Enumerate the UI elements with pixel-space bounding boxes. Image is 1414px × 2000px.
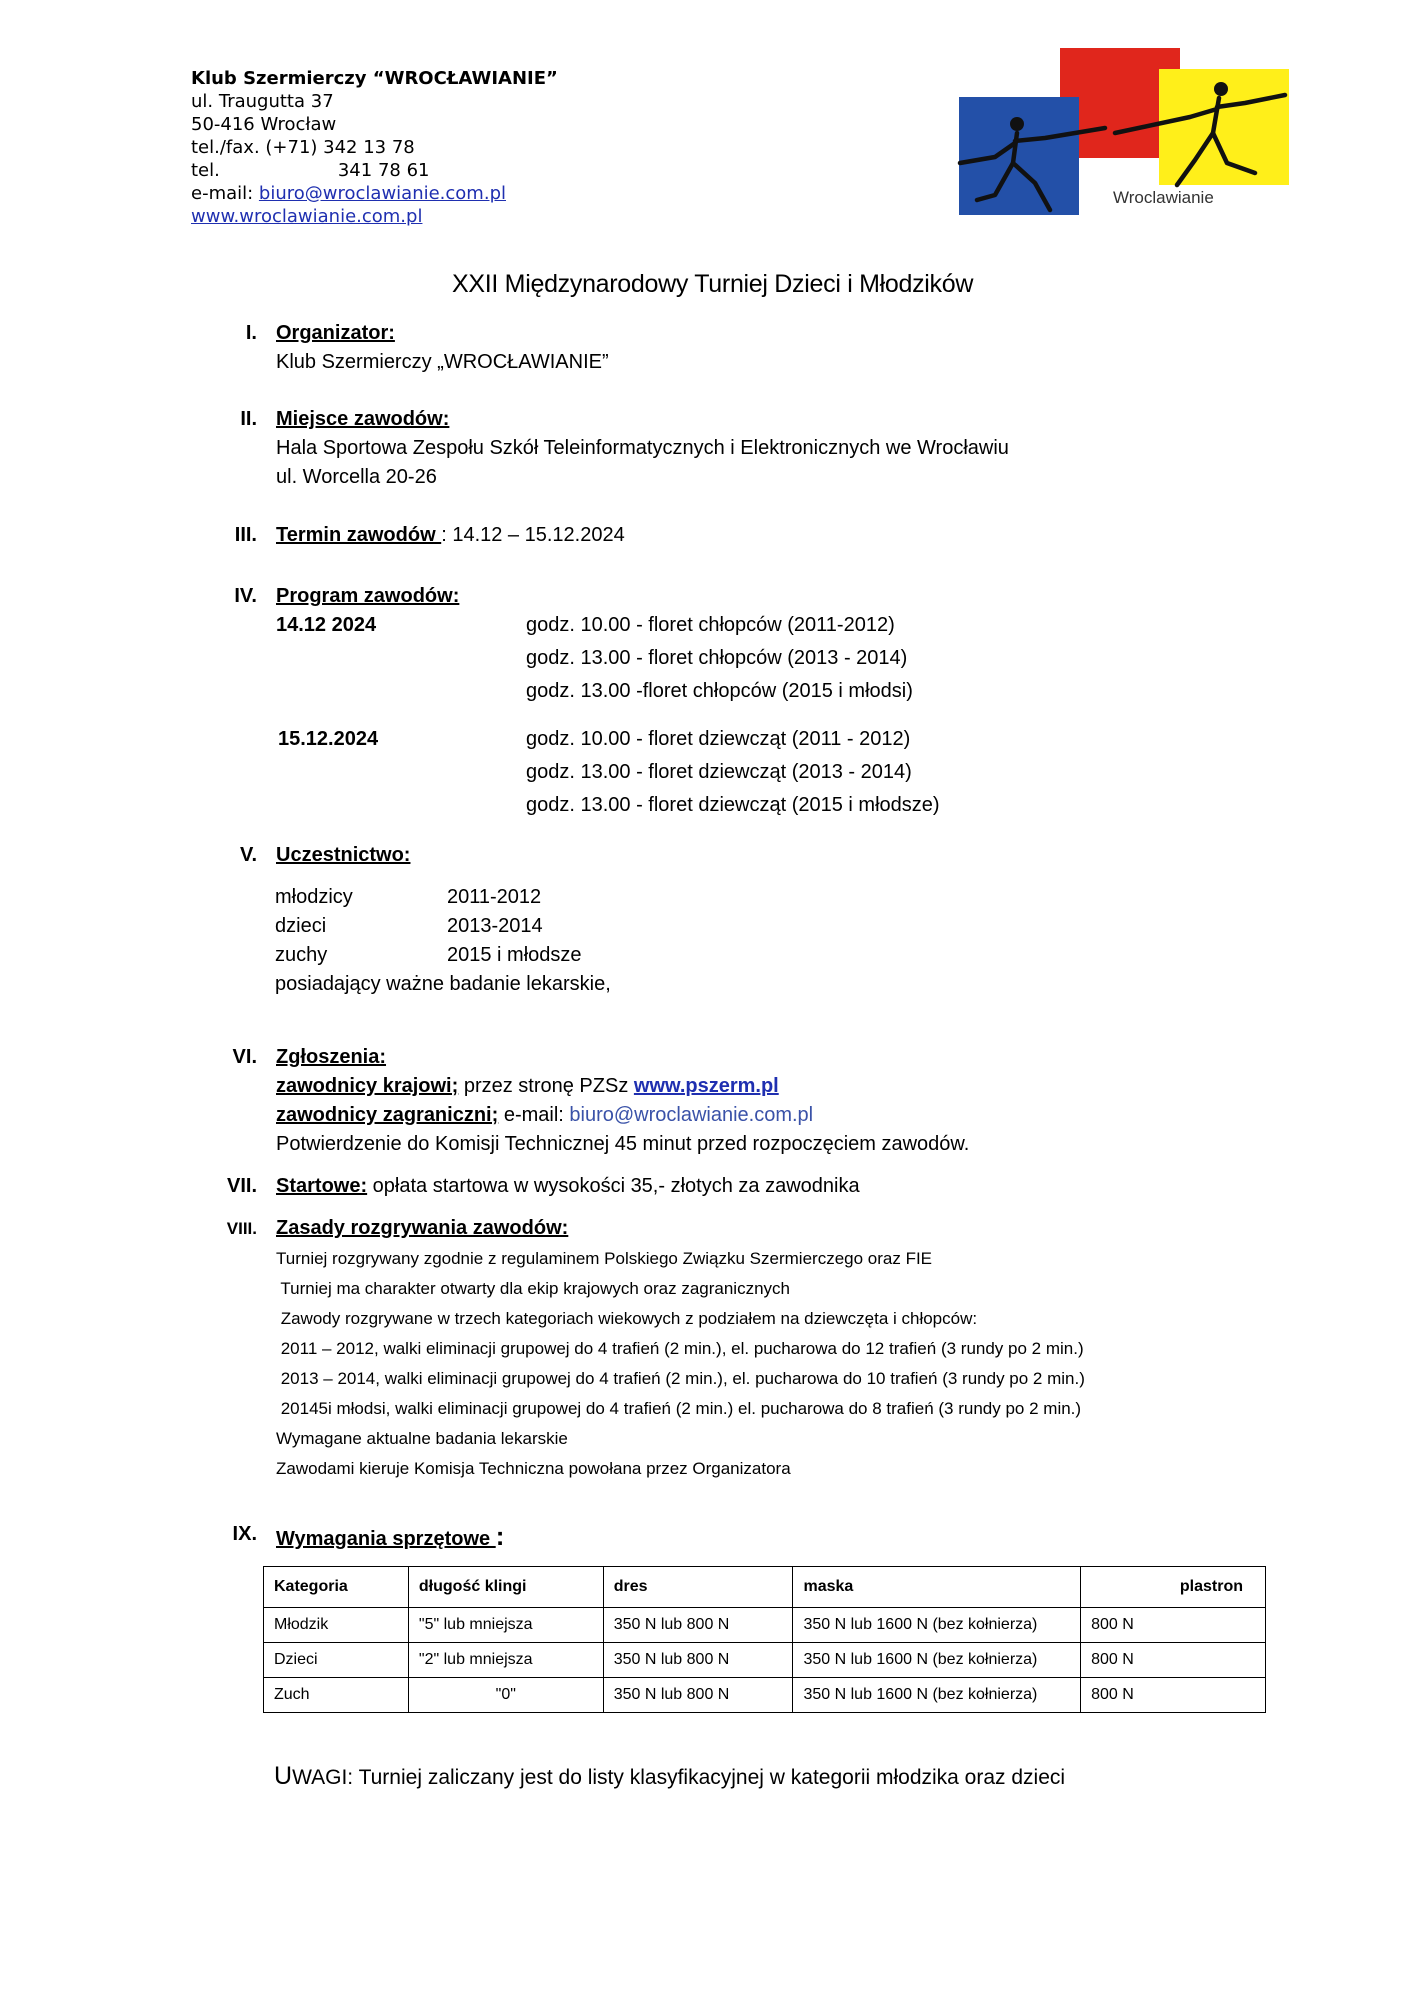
- section-9-line: [276, 1521, 504, 1552]
- table-cell: "0": [408, 1678, 603, 1713]
- table-row: [264, 1643, 1266, 1678]
- section-1-number: I.: [245, 322, 257, 344]
- email-link[interactable]: biuro@wroclawianie.com.pl: [258, 183, 506, 204]
- rules-line: 2011 – 2012, walki eliminacji grupowej do 4 trafień (2 min.), el. pucharowa do 12 trafień (3 rundy po 2 min.): [276, 1339, 1084, 1358]
- remarks-text: WAGI: Turniej zaliczany jest do listy klasyfikacyjnej w kategorii młodzika oraz dzieci: [292, 1766, 1066, 1789]
- date-range: : 14.12 – 15.12.2024: [441, 524, 625, 546]
- fencers-logo-graphic: [955, 45, 1295, 225]
- rules-line: 2013 – 2014, walki eliminacji grupowej do 4 trafień (2 min.), el. pucharowa do 10 trafień (3 rundy po 2 min.): [276, 1369, 1085, 1388]
- section-3-heading: Termin zawodów: [276, 524, 442, 546]
- section-7-number: VII.: [226, 1175, 257, 1197]
- section-9-number: IX.: [232, 1523, 257, 1545]
- table-cell: "2" lub mniejsza: [408, 1643, 603, 1678]
- document-title: XXII Międzynarodowy Turniej Dzieci i Młodzików: [452, 270, 974, 298]
- foreign-entries-line: [276, 1104, 813, 1127]
- section-9-heading: Wymagania sprzętowe: [276, 1528, 496, 1550]
- program-day1-item: godz. 13.00 - floret chłopców (2013 - 2014): [526, 647, 908, 669]
- col-header: maska: [793, 1567, 1081, 1608]
- program-day2-item: godz. 10.00 - floret dziewcząt (2011 - 2012): [526, 728, 911, 750]
- table-cell: 800 N: [1081, 1678, 1266, 1713]
- section-2-heading: Miejsce zawodów:: [276, 408, 450, 430]
- rules-line: Zawody rozgrywane w trzech kategoriach wiekowych z podziałem na dziewczęta i chłopców:: [276, 1309, 978, 1328]
- logo-blue-square: [959, 97, 1079, 215]
- club-website-line: [191, 205, 558, 228]
- website-link[interactable]: www.wroclawianie.com.pl: [191, 206, 423, 227]
- participation-years: 2011-2012: [447, 886, 542, 908]
- participation-years: 2015 i młodsze: [447, 944, 582, 966]
- pzsz-link[interactable]: www.pszerm.pl: [633, 1075, 779, 1097]
- table-cell: 350 N lub 1600 N (bez kołnierza): [793, 1608, 1081, 1643]
- table-cell: Zuch: [264, 1678, 409, 1713]
- fee-text: opłata startowa w wysokości 35,- złotych za zawodnika: [367, 1175, 860, 1197]
- participation-label: młodzicy: [275, 886, 353, 908]
- program-day-2: 15.12.2024: [278, 728, 379, 750]
- foreign-label: zawodnicy zagraniczni;: [276, 1104, 499, 1126]
- section-1-heading: Organizator:: [276, 322, 395, 344]
- table-cell: 350 N lub 1600 N (bez kołnierza): [793, 1678, 1081, 1713]
- section-3-line: [276, 524, 625, 547]
- col-header: plastron: [1081, 1567, 1266, 1608]
- table-row: [264, 1678, 1266, 1713]
- club-name: Klub Szermierczy “WROCŁAWIANIE”: [191, 68, 558, 89]
- foreign-email[interactable]: biuro@wroclawianie.com.pl: [569, 1104, 814, 1126]
- section-4-heading: Program zawodów:: [276, 585, 460, 607]
- rules-line: Wymagane aktualne badania lekarskie: [276, 1429, 568, 1448]
- venue-line-2: ul. Worcella 20-26: [276, 466, 437, 488]
- domestic-entries-line: [276, 1075, 779, 1098]
- section-2-number: II.: [240, 408, 257, 430]
- col-header: długość klingi: [408, 1567, 603, 1608]
- program-day1-item: godz. 10.00 - floret chłopców (2011-2012): [526, 614, 895, 636]
- section-5-heading: Uczestnictwo:: [276, 844, 411, 866]
- section-4-number: IV.: [234, 585, 257, 607]
- foreign-text: e-mail:: [498, 1104, 570, 1126]
- remarks-initial: U: [274, 1762, 293, 1790]
- section-8-number: VIII.: [226, 1219, 257, 1238]
- program-day2-item: godz. 13.00 - floret dziewcząt (2013 - 2014): [526, 761, 912, 783]
- club-city: 50-416 Wrocław: [191, 114, 337, 135]
- table-row: [264, 1608, 1266, 1643]
- rules-line: 20145i młodsi, walki eliminacji grupowej do 4 trafień (2 min.) el. pucharowa do 8 trafień (3 rundy po 2 min.): [276, 1399, 1082, 1418]
- table-header-row: [264, 1567, 1266, 1608]
- club-tel: tel. 341 78 61: [191, 160, 430, 181]
- club-telfax: tel./fax. (+71) 342 13 78: [191, 137, 415, 158]
- program-day2-item: godz. 13.00 - floret dziewcząt (2015 i młodsze): [526, 794, 940, 816]
- section-5-number: V.: [239, 844, 257, 866]
- domestic-text: przez stronę PZSz: [458, 1075, 634, 1097]
- equipment-table: [263, 1566, 1266, 1713]
- organizer-text: Klub Szermierczy „WROCŁAWIANIE”: [276, 351, 609, 373]
- section-6-number: VI.: [232, 1046, 257, 1068]
- section-8-heading: Zasady rozgrywania zawodów:: [276, 1217, 569, 1239]
- club-logo: [955, 45, 1295, 225]
- participation-label: zuchy: [275, 944, 328, 966]
- domestic-label: zawodnicy krajowi;: [276, 1075, 459, 1097]
- rules-line: Zawodami kieruje Komisja Techniczna powołana przez Organizatora: [276, 1459, 791, 1478]
- club-street: ul. Traugutta 37: [191, 91, 334, 112]
- venue-line-1: Hala Sportowa Zespołu Szkół Teleinformatycznych i Elektronicznych we Wrocławiu: [276, 437, 1009, 459]
- participation-years: 2013-2014: [447, 915, 543, 937]
- medical-note: posiadający ważne badanie lekarskie,: [275, 973, 611, 995]
- club-address-block: [191, 67, 558, 228]
- table-cell: "5" lub mniejsza: [408, 1608, 603, 1643]
- table-cell: 350 N lub 800 N: [603, 1643, 793, 1678]
- rules-line: Turniej ma charakter otwarty dla ekip krajowych oraz zagranicznych: [276, 1279, 790, 1298]
- col-header: dres: [603, 1567, 793, 1608]
- participation-label: dzieci: [275, 915, 327, 937]
- table-cell: 350 N lub 800 N: [603, 1678, 793, 1713]
- table-cell: 800 N: [1081, 1643, 1266, 1678]
- section-9-colon: :: [495, 1521, 505, 1551]
- confirmation-text: Potwierdzenie do Komisji Technicznej 45 minut przed rozpoczęciem zawodów.: [276, 1133, 970, 1155]
- table-cell: 350 N lub 800 N: [603, 1608, 793, 1643]
- program-day-1: 14.12 2024: [276, 614, 377, 636]
- section-6-heading: Zgłoszenia:: [276, 1046, 387, 1068]
- remarks-note: [274, 1762, 1065, 1791]
- section-3-number: III.: [234, 524, 257, 546]
- table-cell: 350 N lub 1600 N (bez kołnierza): [793, 1643, 1081, 1678]
- club-email-line: e-mail: biuro@wroclawianie.com.pl: [191, 183, 506, 204]
- logo-text: Wroclawianie: [1113, 188, 1214, 207]
- program-day1-item: godz. 13.00 -floret chłopców (2015 i młodsi): [526, 680, 913, 702]
- section-7-line: [276, 1175, 860, 1198]
- col-header: Kategoria: [264, 1567, 409, 1608]
- table-cell: Młodzik: [264, 1608, 409, 1643]
- table-cell: 800 N: [1081, 1608, 1266, 1643]
- section-7-heading: Startowe:: [276, 1175, 368, 1197]
- rules-line: Turniej rozgrywany zgodnie z regulaminem Polskiego Związku Szermierczego oraz FIE: [276, 1249, 933, 1268]
- table-cell: Dzieci: [264, 1643, 409, 1678]
